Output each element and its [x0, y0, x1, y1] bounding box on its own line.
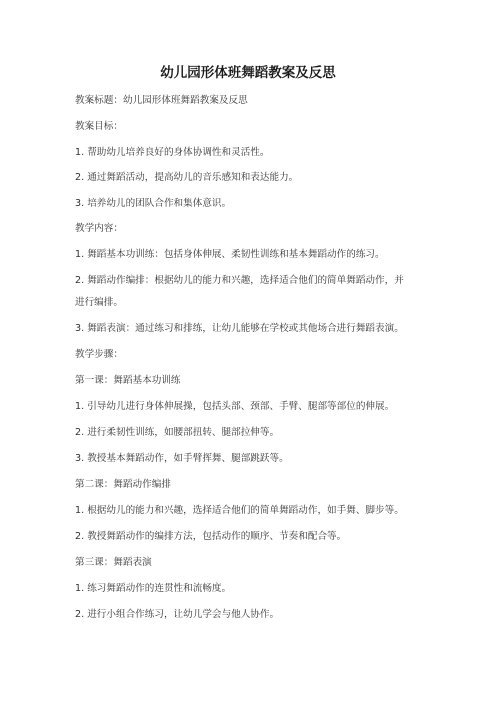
lesson-2-step-2: 2. 教授舞蹈动作的编排方法，包括动作的顺序、节奏和配合等。: [75, 531, 347, 542]
lesson-title-line: 教案标题：幼儿园形体班舞蹈教案及反思: [75, 95, 248, 106]
lesson-2-heading: 第二课：舞蹈动作编排: [75, 479, 171, 490]
content-item-2: 2. 舞蹈动作编排：根据幼儿的能力和兴趣，选择适合他们的简单舞蹈动作，并: [75, 275, 404, 286]
lesson-3-step-1: 1. 练习舞蹈动作的连贯性和流畅度。: [75, 583, 232, 594]
lesson-3-heading: 第三课：舞蹈表演: [75, 557, 152, 568]
steps-heading: 教学步骤：: [75, 349, 123, 360]
lesson-2-step-1: 1. 根据幼儿的能力和兴趣，选择适合他们的简单舞蹈动作，如手舞、脚步等。: [75, 505, 404, 516]
lesson-1-step-3: 3. 教授基本舞蹈动作，如手臂挥舞、腿部跳跃等。: [75, 453, 289, 464]
lesson-1-step-1: 1. 引导幼儿进行身体伸展操，包括头部、颈部、手臂、腿部等部位的伸展。: [75, 401, 395, 412]
lesson-1-step-2: 2. 进行柔韧性训练，如腰部扭转、腿部拉伸等。: [75, 427, 280, 438]
objective-item-3: 3. 培养幼儿的团队合作和集体意识。: [75, 198, 232, 209]
lesson-1-heading: 第一课：舞蹈基本功训练: [75, 375, 181, 386]
objectives-heading: 教案目标：: [75, 121, 123, 132]
content-item-3: 3. 舞蹈表演：通过练习和排练，让幼儿能够在学校或其他场合进行舞蹈表演。: [75, 323, 404, 334]
content-heading: 教学内容：: [75, 223, 123, 234]
objective-item-1: 1. 帮助幼儿培养良好的身体协调性和灵活性。: [75, 147, 270, 158]
content-item-1: 1. 舞蹈基本功训练：包括身体伸展、柔韧性训练和基本舞蹈动作的练习。: [75, 249, 385, 260]
page-title: 幼儿园形体班舞蹈教案及反思: [160, 65, 336, 81]
lesson-3-step-2: 2. 进行小组合作练习，让幼儿学会与他人协作。: [75, 609, 280, 620]
content-item-2-cont: 进行编排。: [75, 297, 123, 308]
objective-item-2: 2. 通过舞蹈活动，提高幼儿的音乐感知和表达能力。: [75, 172, 299, 183]
